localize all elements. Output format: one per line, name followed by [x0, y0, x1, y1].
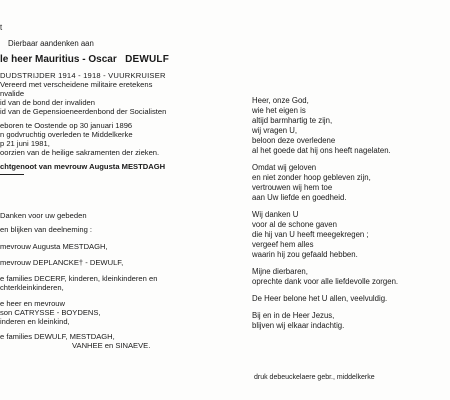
prayer-line: wij vragen U,: [252, 126, 298, 135]
name-prefix: le heer Mauritius - Oscar: [0, 54, 117, 65]
honor-line: Vereerd met verscheidene militaire eretekens: [0, 80, 153, 89]
prayer-line: voor al de schone gaven: [252, 220, 337, 229]
prayer-line: oprechte dank voor alle liefdevolle zorgen.: [252, 277, 399, 286]
prayer-line: vertrouwen wij hem toe: [252, 183, 333, 192]
prayer-line: Mijne dierbaren,: [252, 267, 308, 276]
spouse-line: chtgenoot van mevrouw Augusta MESTDAGH: [0, 162, 166, 171]
prayer-line: vergeef hem alles: [252, 240, 314, 249]
thanks-line: mevrouw Augusta MESTDAGH,: [0, 242, 108, 251]
prayer-line: De Heer belone het U allen, veelvuldig.: [252, 294, 388, 303]
prayer-line: beloon deze overledene: [252, 136, 336, 145]
prayer-line: Heer, onze God,: [252, 96, 309, 105]
prayer-line: waarin hij zou gefaald hebben.: [252, 250, 358, 259]
bio-line: eboren te Oostende op 30 januari 1896: [0, 121, 133, 130]
prayer-line: Bij en in de Heer Jezus,: [252, 311, 335, 320]
thanks-line: e families DEWULF, MESTDAGH,: [0, 332, 115, 341]
prayer-line: altijd barmhartig te zijn,: [252, 116, 333, 125]
bio-line: n godvruchtig overleden te Middelkerke: [0, 130, 133, 139]
thanks-line: e heer en mevrouw: [0, 299, 66, 308]
honor-line: id van de bond der invaliden: [0, 98, 95, 107]
printer-credit: druk debeuckelaere gebr., middelkerke: [254, 374, 375, 381]
thanks-line: mevrouw DEPLANCKE† - DEWULF,: [0, 258, 124, 267]
intro-line: Dierbaar aandenken aan: [8, 39, 94, 48]
prayer-line: blijven wij elkaar indachtig.: [252, 321, 345, 330]
prayer-line: die hij van U heeft meegekregen ;: [252, 230, 369, 239]
surname: DEWULF: [125, 54, 170, 65]
veteran-line: DUDSTRIJDER 1914 - 1918 - VUURKRUISER: [0, 71, 166, 80]
prayer-line: Wij danken U: [252, 210, 299, 219]
prayer-line: en niet zonder hoop gebleven zijn,: [252, 173, 371, 182]
thanks-line: son CATRYSSE - BOYDENS,: [0, 308, 101, 317]
prayer-line: aan Uw liefde en goedheid.: [252, 193, 347, 202]
deceased-name: [0, 55, 169, 65]
thanks-line: en blijken van deelneming :: [0, 225, 93, 234]
prayer-line: Omdat wij geloven: [252, 163, 317, 172]
bio-line: p 21 juni 1981,: [0, 139, 50, 148]
divider-rule: [0, 174, 24, 175]
thanks-line: chterkleinkinderen,: [0, 283, 64, 292]
prayer-line: al het goede dat hij ons heeft nagelaten.: [252, 146, 391, 155]
thanks-line: inderen en kleinkind,: [0, 317, 70, 326]
honor-line: nvalide: [0, 89, 25, 98]
prayer-line: wie het eigen is: [252, 106, 306, 115]
thanks-line: Danken voor uw gebeden: [0, 211, 87, 220]
header-fragment: t: [0, 23, 3, 32]
thanks-line: e families DECERF, kinderen, kleinkinderen en: [0, 274, 158, 283]
thanks-line: VANHEE en SINAEVE.: [72, 341, 151, 350]
honor-line: id van de Gepensioeneerdenbond der Socialisten: [0, 107, 167, 116]
bio-line: oorzien van de heilige sakramenten der zieken.: [0, 148, 160, 157]
